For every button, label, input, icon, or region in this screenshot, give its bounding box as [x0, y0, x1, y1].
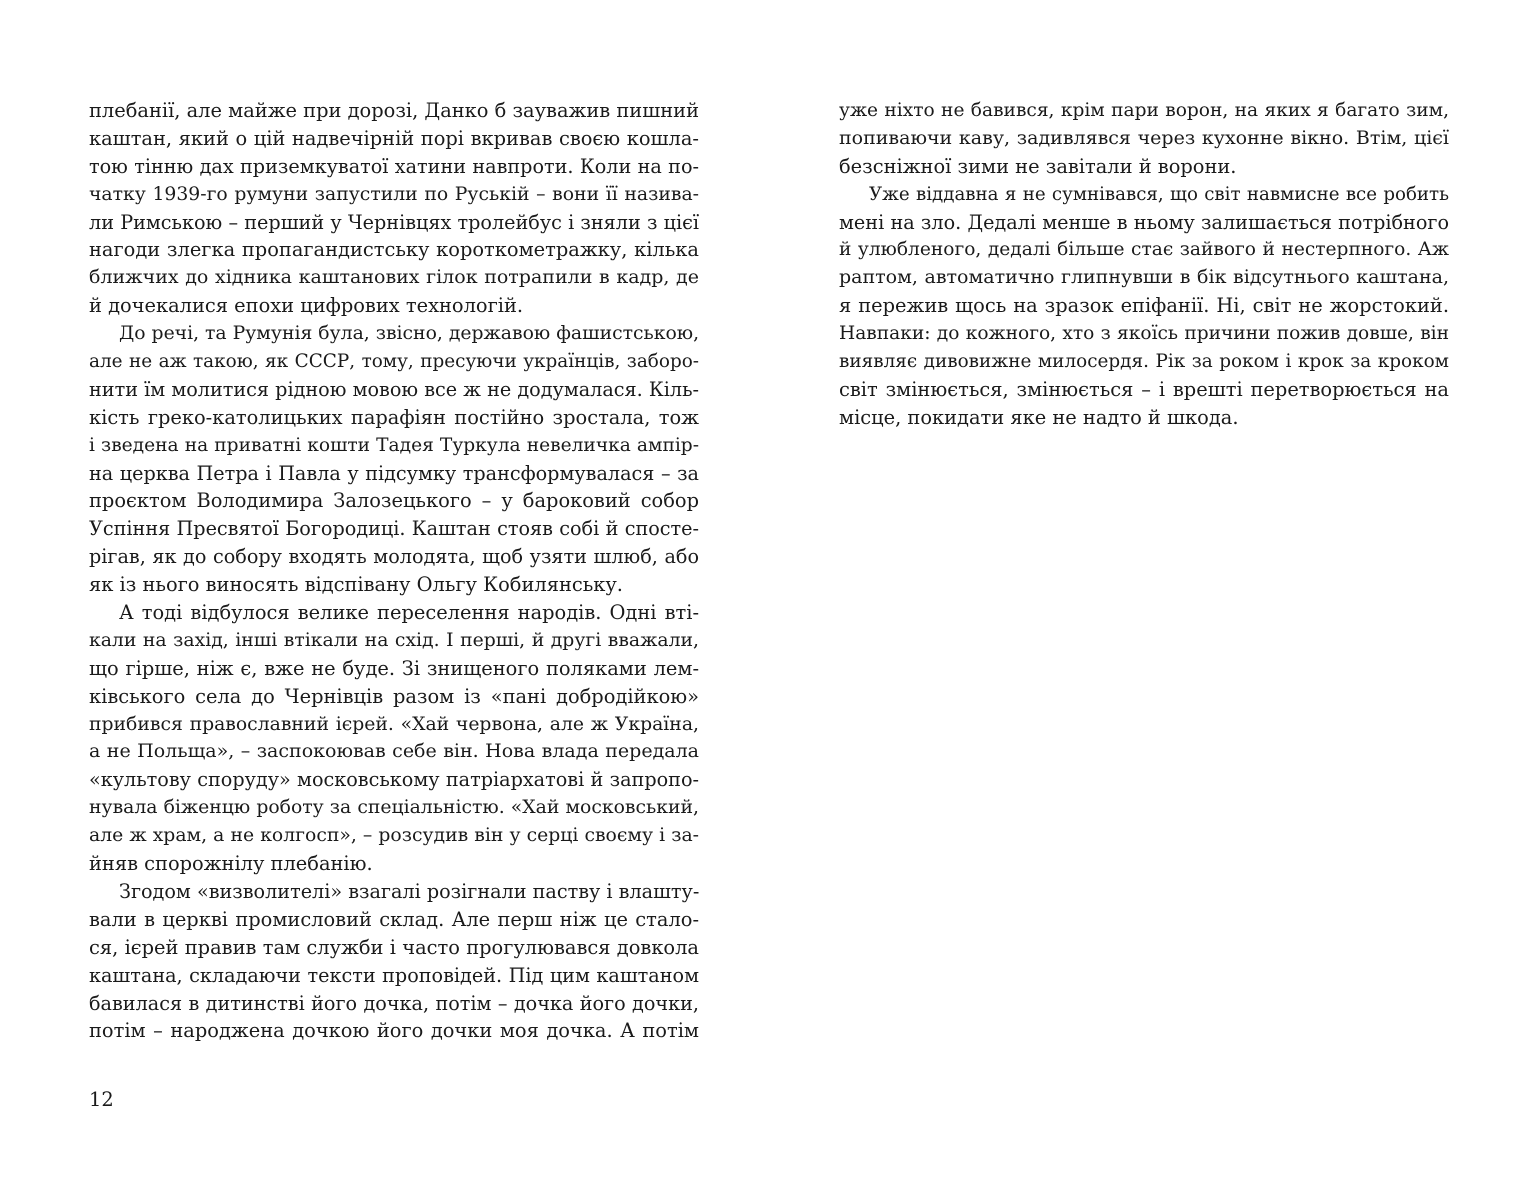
text-line: бавилася в дитинстві його дочка, потім – дочка його дочки,: [89, 991, 699, 1015]
text-line: нити їм молитися рідною мовою все ж не додумалася. Кіль-: [89, 377, 699, 401]
right-page-text: [839, 97, 1449, 432]
text-line: чатку 1939-го румуни запустили по Руській – вони її назива-: [89, 183, 699, 205]
text-line: попиваючи каву, задивлявся через кухонне вікно. Втім, цієї: [839, 126, 1449, 149]
text-line: раптом, автоматично глипнувши в бік відсутнього каштана,: [839, 266, 1449, 289]
text-line: світ змінюється, змінюється – і врешті перетворюється на: [839, 377, 1449, 401]
text-line: кали на захід, інші втікали на схід. І перші, й другі вважали,: [89, 629, 699, 651]
text-line: йняв спорожнілу плебанію.: [89, 852, 373, 876]
text-line: вали в церкві промисловий склад. Але перш ніж це стало-: [89, 907, 699, 931]
text-line: що гірше, ніж є, вже не буде. Зі знищеного поляками лем-: [89, 656, 699, 680]
text-line: каштана, складаючи тексти проповідей. Під цим каштаном: [89, 963, 699, 987]
text-line: нувала біженцю роботу за спеціальністю. «Хай московський,: [89, 797, 699, 819]
text-line: потім – народжена дочкою його дочки моя дочка. А потім: [89, 1019, 699, 1043]
text-line: Успіння Пресвятої Богородиці. Каштан стояв собі й спосте-: [89, 517, 699, 541]
text-line: я пережив щось на зразок епіфанії. Ні, світ не жорстокий.: [839, 294, 1449, 318]
text-line: ближчих до хідника каштанових гілок потрапили в кадр, де: [89, 266, 699, 289]
text-line: але ж храм, а не колгосп», – розсудив він у серці своєму і за-: [89, 825, 699, 847]
text-line: на церква Петра і Павла у підсумку трансформувалася – за: [89, 461, 699, 485]
text-line: нагоди злегка пропагандистську короткометражку, кілька: [89, 238, 699, 262]
text-line: А тоді відбулося велике переселення народів. Одні вті-: [119, 601, 699, 625]
text-line: Уже віддавна я не сумнівався, що світ навмисне все робить: [869, 183, 1449, 205]
text-line: ся, ієрей правив там служби і часто прогулювався довкола: [89, 935, 699, 959]
text-line: й улюбленого, дедалі більше стає зайвого й нестерпного. Аж: [839, 239, 1449, 261]
text-line: як із нього виносять відспівану Ольгу Кобилянську.: [89, 573, 623, 597]
text-line: безсніжної зими не завітали й ворони.: [839, 154, 1237, 178]
text-line: прибився православний ієрей. «Хай червона, але ж Україна,: [89, 713, 699, 735]
text-line: ли Римською – перший у Чернівцях тролейбус і зняли з цієї: [89, 210, 699, 234]
text-line: Навпаки: до кожного, хто з якоїсь причини пожив довше, він: [839, 323, 1449, 345]
text-line: «культову споруду» московському патріархатові й запропо-: [89, 768, 699, 792]
text-line: рігав, як до собору входять молодята, щоб узяти шлюб, або: [89, 545, 699, 569]
text-line: тою тінню дах приземкуватої хатини навпроти. Коли на по-: [89, 154, 699, 178]
text-line: виявляє дивовижне милосердя. Рік за роком і крок за кроком: [839, 351, 1449, 373]
text-line: До речі, та Румунія була, звісно, державою фашистською,: [119, 323, 700, 345]
left-page-text: [89, 97, 699, 1045]
text-line: проєктом Володимира Залозецького – у бароковий собор: [89, 489, 699, 513]
text-line: кість греко-католицьких парафіян постійно зростала, тож: [89, 405, 699, 429]
text-line: Згодом «визволителі» взагалі розігнали паству і влашту-: [119, 879, 700, 903]
text-line: й дочекалися епохи цифрових технологій.: [89, 294, 524, 318]
text-line: каштан, який о цій надвечірній порі вкривав своєю кошла-: [89, 126, 699, 150]
text-line: плебанії, але майже при дорозі, Данко б зауважив пишний: [89, 99, 699, 122]
text-line: ківського села до Чернівців разом із «пані добродійкою»: [89, 684, 699, 708]
text-line: а не Польща», – заспокоював себе він. Нова влада передала: [89, 740, 699, 763]
text-line: але не аж такою, як СССР, тому, пресуючи українців, заборо-: [89, 351, 699, 373]
text-line: мені на зло. Дедалі менше в ньому залишається потрібного: [839, 210, 1449, 234]
text-line: місце, покидати яке не надто й шкода.: [839, 405, 1239, 429]
text-line: і зведена на приватні кошти Тадея Туркула невеличка ампір-: [89, 434, 699, 456]
text-line: уже ніхто не бавився, крім пари ворон, на яких я багато зим,: [839, 100, 1449, 121]
page-number: 12: [89, 1088, 114, 1111]
